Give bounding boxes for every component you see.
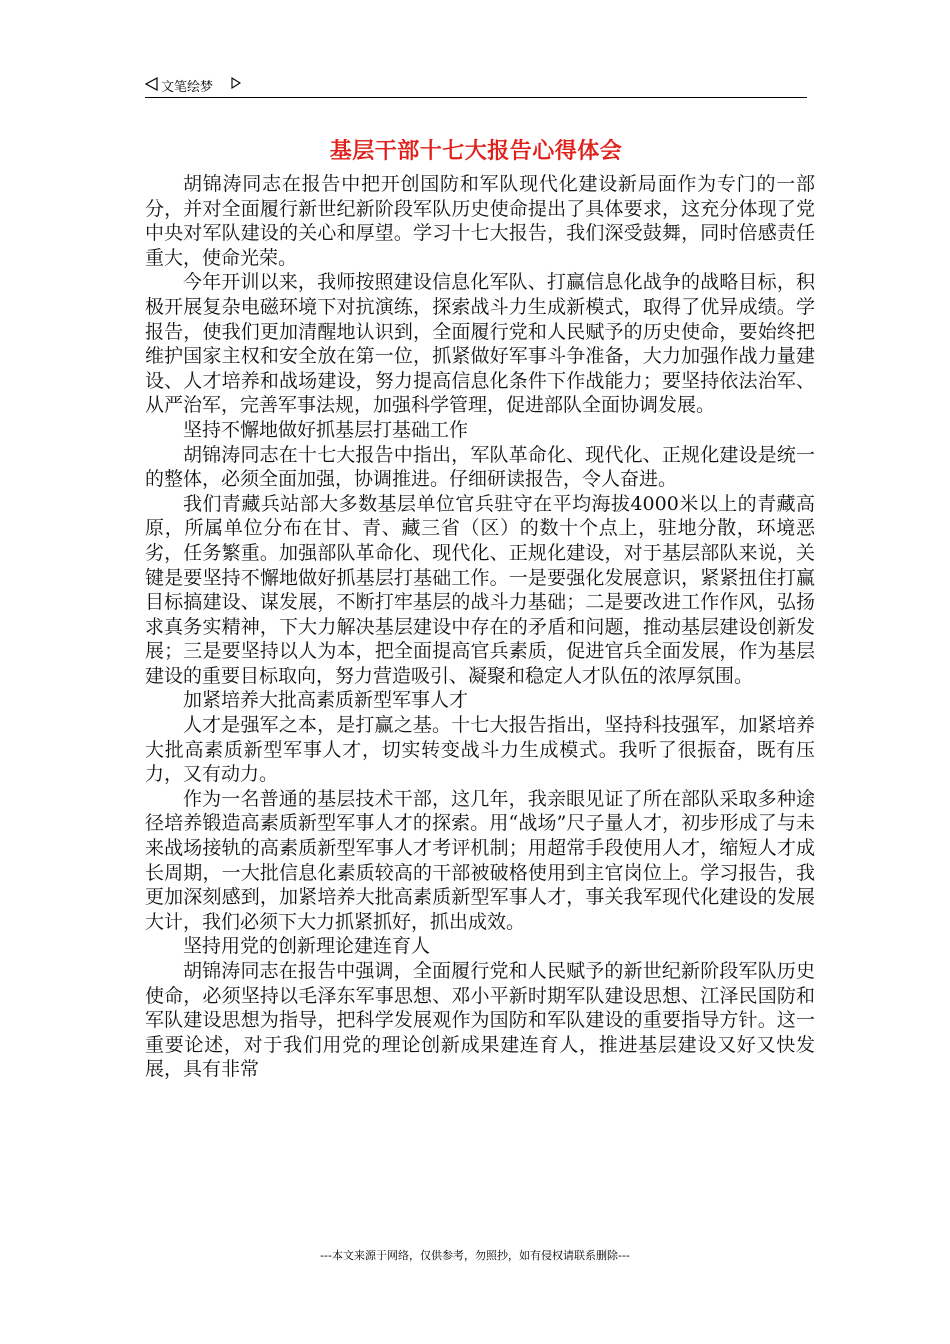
section-heading: 坚持用党的创新理论建连育人 [183, 935, 431, 958]
page-header [145, 74, 807, 98]
paragraph: 人才是强军之本，是打赢之基。十七大报告指出，坚持科技强军，加紧培养大批高素质新型军事人才，切实转变战斗力生成模式。我听了很振奋，既有压力，又有动力。 [145, 714, 815, 786]
paragraph: 作为一名普通的基层技术干部，这几年，我亲眼见证了所在部队采取多种途径培养锻造高素质新型军事人才的探索。用“战场”尺子量人才，初步形成了与未来战场接轨的高素质新型军事人才考评机制；用超常手段使用人才，缩短人才成长周期，一大批信息化素质较高的干部被破格使用到主官岗位上。学习报告，我更加深刻感到，加紧培养大批高素质新型军事人才，事关我军现代化建设的发展大计，我们必须下大力抓紧抓好，抓出成效。 [145, 787, 815, 933]
paragraph: 胡锦涛同志在十七大报告中指出，军队革命化、现代化、正规化建设是统一的整体，必须全面加强，协调推进。仔细研读报告，令人奋进。 [145, 443, 815, 491]
paragraph: 胡锦涛同志在报告中把开创国防和军队现代化建设新局面作为专门的一部分，并对全面履行新世纪新阶段军队历史使命提出了具体要求，这充分体现了党中央对军队建设的关心和厚望。学习十七大报告，我们深受鼓舞，同时倍感责任重大，使命光荣。 [145, 173, 815, 269]
document-title: 基层干部十七大报告心得体会 [329, 139, 623, 164]
header-divider [145, 97, 807, 98]
paragraph: 我们青藏兵站部大多数基层单位官兵驻守在平均海拔4000米以上的青藏高原，所属单位分布在甘、青、藏三省（区）的数十个点上，驻地分散，环境恶劣，任务繁重。加强部队革命化、现代化、正规化建设，对于基层部队来说，关键是要坚持不懈地做好抓基层打基础工作。一是要强化发展意识，紧紧扭住打赢目标搞建设、谋发展，不断打牢基层的战斗力基础；二是要改进工作作风，弘扬求真务实精神，下大力解决基层建设中存在的矛盾和问题，推动基层建设创新发展；三是要坚持以人为本，把全面提高官兵素质，促进官兵全面发展，作为基层建设的重要目标取向，努力营造吸引、凝聚和稳定人才队伍的浓厚氛围。 [145, 492, 815, 687]
paragraph: 今年开训以来，我师按照建设信息化军队、打赢信息化战争的战略目标，积极开展复杂电磁环境下对抗演练，探索战斗力生成新模式，取得了优异成绩。学报告，使我们更加清醒地认识到，全面履行党和人民赋予的历史使命，要始终把维护国家主权和安全放在第一位，抓紧做好军事斗争准备，大力加强作战力量建设、人才培养和战场建设，努力提高信息化条件下作战能力；要坚持依法治军、从严治军，完善军事法规，加强科学管理，促进部队全面协调发展。 [145, 271, 815, 417]
section-heading: 加紧培养大批高素质新型军事人才 [183, 689, 469, 712]
paragraph: 胡锦涛同志在报告中强调，全面履行党和人民赋予的新世纪新阶段军队历史使命，必须坚持以毛泽东军事思想、邓小平新时期军队建设思想、江泽民国防和军队建设思想为指导，把科学发展观作为国防和军队建设的重要指导方针。这一重要论述，对于我们用党的理论创新成果建连育人，推进基层建设又好又快发展，具有非常 [145, 960, 815, 1081]
triangle-left-icon [145, 77, 158, 95]
triangle-right-icon [231, 77, 241, 93]
section-heading: 坚持不懈地做好抓基层打基础工作 [183, 418, 469, 441]
header-brand: 文笔绘梦 [161, 80, 214, 95]
page-footer-disclaimer: ---本文来源于网络，仅供参考，勿照抄，如有侵权请联系删除--- [320, 1249, 630, 1262]
document-body [145, 172, 815, 1082]
